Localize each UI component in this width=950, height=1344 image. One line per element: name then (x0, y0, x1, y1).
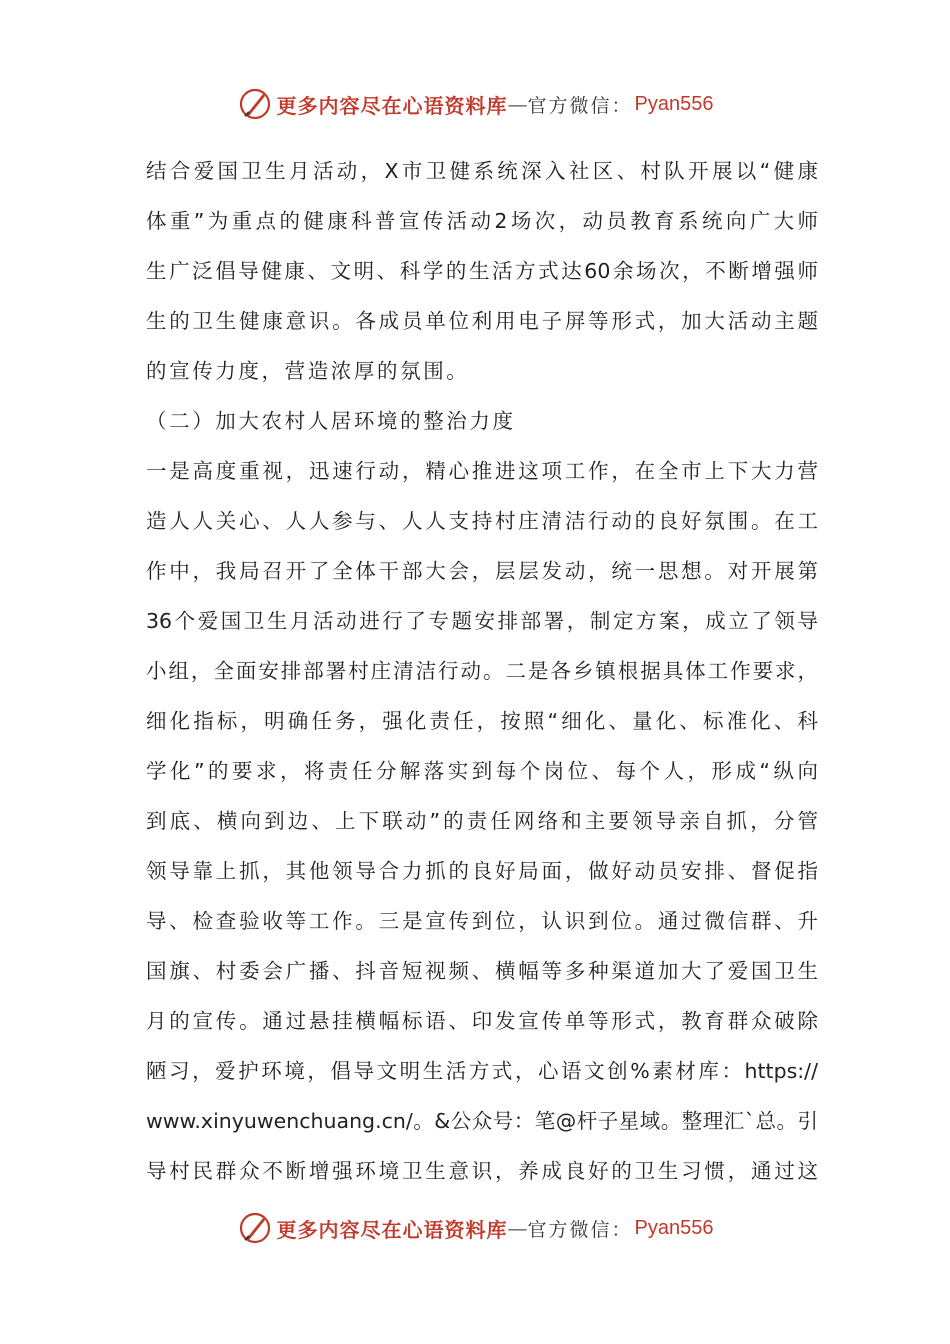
text-line: 生广泛倡导健康、文明、科学的生活方式达60余场次，不断增强师 (146, 259, 818, 283)
banner-separator: — (507, 92, 528, 116)
text-line: 月的宣传。通过悬挂横幅标语、印发宣传单等形式，教育群众破除 (146, 1009, 818, 1033)
text-line: 陋习，爱护环境，倡导文明生活方式，心语文创%素材库：https:// (146, 1059, 818, 1083)
text-line: 造人人关心、人人参与、人人支持村庄清洁行动的良好氛围。在工 (146, 509, 818, 533)
banner-wechat-label: 官方微信： (527, 1218, 633, 1241)
header-banner (0, 84, 950, 124)
quill-logo-icon (237, 86, 273, 122)
quill-logo-icon (237, 1210, 273, 1246)
banner-wechat-label: 官方微信： (527, 94, 633, 117)
text-line: 的宣传力度，营造浓厚的氛围。 (146, 359, 470, 383)
text-line: www.xinyuwenchuang.cn/。&公众号：笔@杆子星域。整理汇`总。引 (146, 1109, 818, 1133)
text-line: 细化指标，明确任务，强化责任，按照“细化、量化、标准化、科 (146, 709, 818, 733)
text-line: 国旗、村委会广播、抖音短视频、横幅等多种渠道加大了爱国卫生 (146, 959, 818, 983)
text-line: 领导靠上抓，其他领导合力抓的良好局面，做好动员安排、督促指 (146, 859, 818, 883)
banner-main-text: 更多内容尽在心语资料库 (276, 1217, 508, 1242)
text-line: 生的卫生健康意识。各成员单位利用电子屏等形式，加大活动主题 (146, 309, 818, 333)
text-line: 导、检查验收等工作。三是宣传到位，认识到位。通过微信群、升 (146, 909, 818, 933)
text-line: 学化”的要求，将责任分解落实到每个岗位、每个人，形成“纵向 (146, 759, 818, 783)
text-line: 导村民群众不断增强环境卫生意识，养成良好的卫生习惯，通过这 (146, 1159, 818, 1183)
banner-separator: — (507, 1216, 528, 1240)
text-line: 到底、横向到边、上下联动”的责任网络和主要领导亲自抓，分管 (146, 809, 818, 833)
text-line: 小组，全面安排部署村庄清洁行动。二是各乡镇根据具体工作要求， (146, 659, 818, 683)
banner-wechat-id: Pyan556 (634, 92, 714, 115)
text-line: 36个爱国卫生月活动进行了专题安排部署，制定方案，成立了领导 (146, 609, 818, 633)
section-heading: （二）加大农村人居环境的整治力度 (146, 409, 516, 433)
text-line: 作中，我局召开了全体干部大会，层层发动，统一思想。对开展第 (146, 559, 818, 583)
document-body (146, 146, 818, 1196)
banner-wechat-id: Pyan556 (634, 1216, 714, 1239)
banner-main-text: 更多内容尽在心语资料库 (276, 93, 508, 118)
text-line: 体重”为重点的健康科普宣传活动2场次，动员教育系统向广大师 (146, 209, 818, 233)
footer-banner (0, 1208, 950, 1248)
text-line: 一是高度重视，迅速行动，精心推进这项工作，在全市上下大力营 (146, 459, 818, 483)
text-line: 结合爱国卫生月活动，X市卫健系统深入社区、村队开展以“健康 (146, 159, 818, 183)
